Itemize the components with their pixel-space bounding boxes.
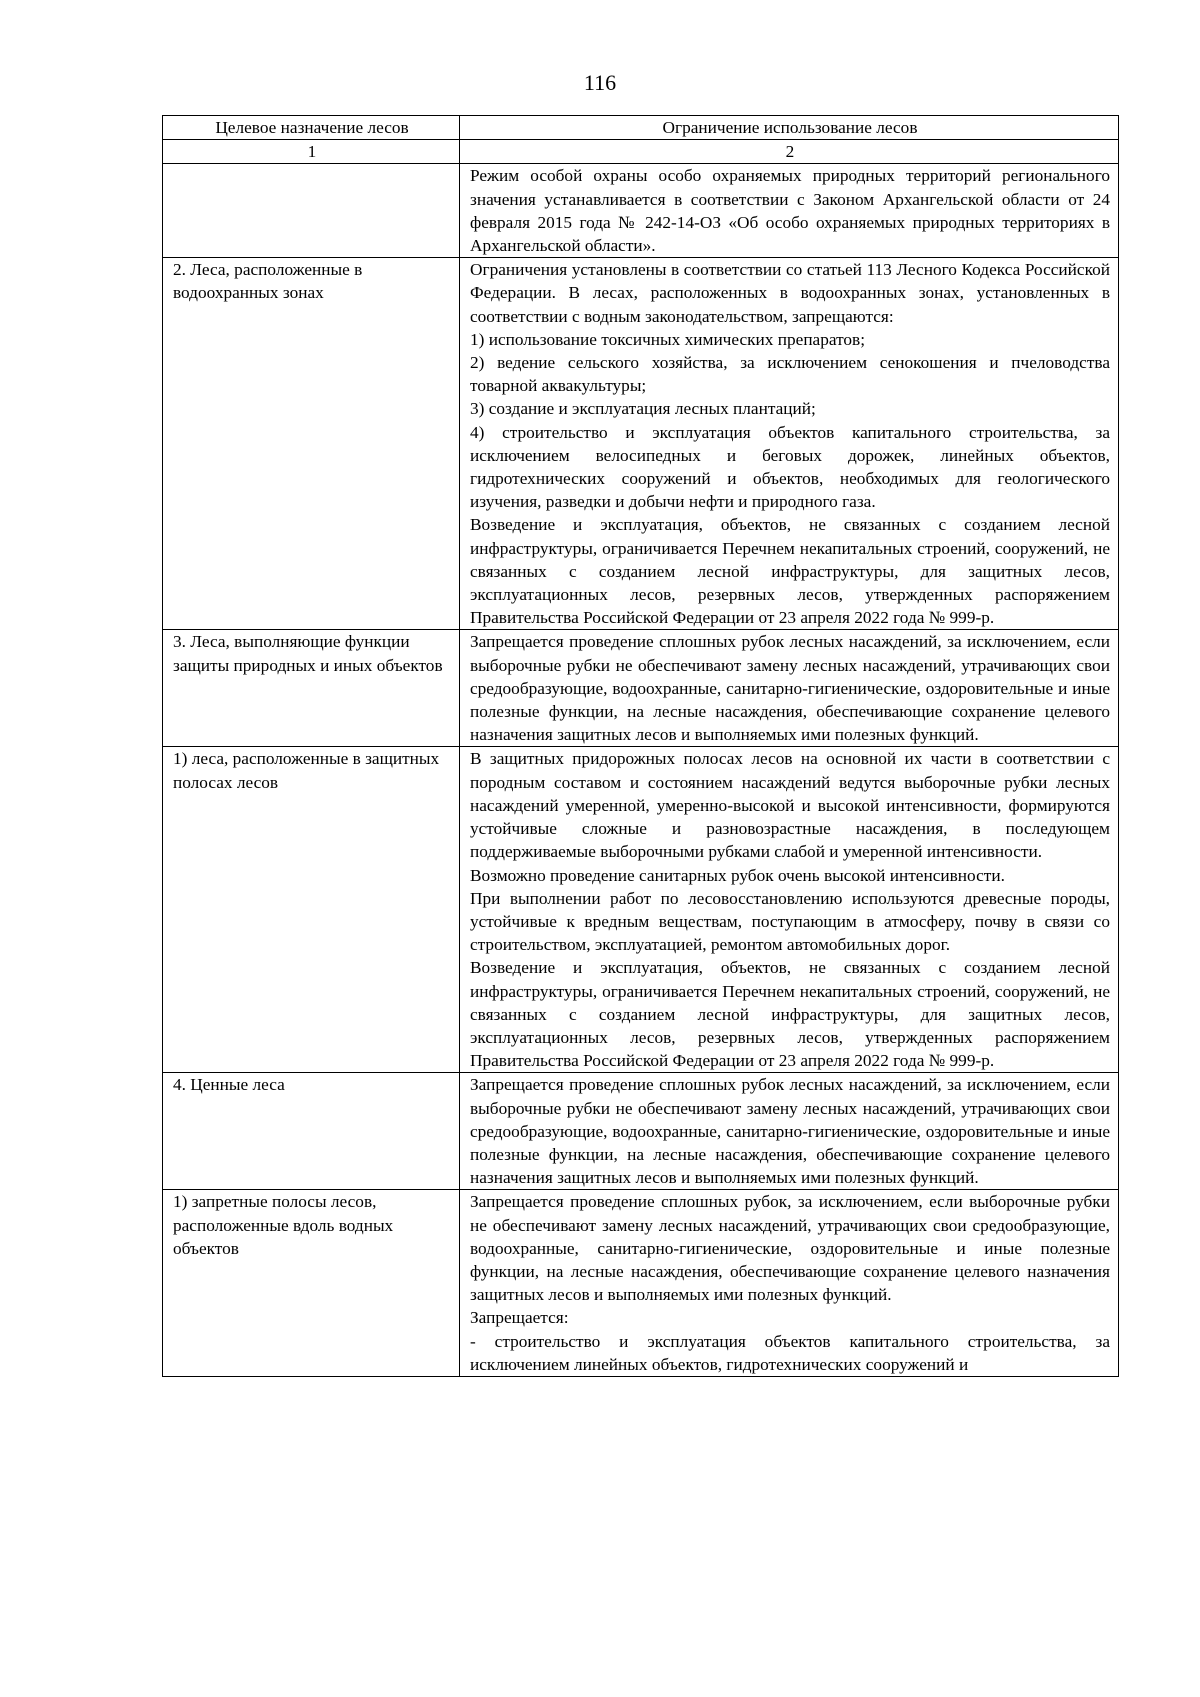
restriction-paragraph: 2) ведение сельского хозяйства, за исключением сенокошения и пчеловодства товарной аквакультуры; [470,353,1110,396]
row-category: 1) леса, расположенные в защитных полосах лесов [163,747,460,1073]
table-row [163,630,1119,747]
restriction-paragraph: В защитных придорожных полосах лесов на основной их части в соответствии с породным составом и состоянием насаждений ведутся выборочные рубки лесных насаждений умеренной, умеренно-высокой и высокой интенсивности, формируются устойчивые сложные и разновозрастные насаждения, в последующем поддерживаемые выборочными рубками слабой и умеренной интенсивности. [470,749,1110,862]
restriction-paragraph: Возведение и эксплуатация, объектов, не связанных с созданием лесной инфраструктуры, ограничивается Перечнем некапитальных строений, сооружений, не связанных с созданием лесной инфраструктуры, для защитных лесов, эксплуатационных лесов, резервных лесов, утвержденных распоряжением Правительства Российской Федерации от 23 апреля 2022 года № 999-р. [470,958,1110,1071]
restriction-paragraph: Режим особой охраны особо охраняемых природных территорий регионального значения устанавливается в соответствии с Законом Архангельской области от 24 февраля 2015 года № 242-14-ОЗ «Об особо охраняемых природных территориях в Архангельской области». [470,166,1110,256]
row-restrictions [460,747,1119,1073]
restriction-paragraph: Возведение и эксплуатация, объектов, не связанных с созданием лесной инфраструктуры, ограничивается Перечнем некапитальных строений, сооружений, не связанных с созданием лесной инфраструктуры, для защитных лесов, эксплуатационных лесов, резервных лесов, утвержденных распоряжением Правительства Российской Федерации от 23 апреля 2022 года № 999-р. [470,515,1110,628]
restriction-paragraph: - строительство и эксплуатация объектов капитального строительства, за исключением линейных объектов, гидротехнических сооружений и [470,1331,1110,1374]
table-row [163,747,1119,1073]
column-number-2: 2 [460,140,1119,164]
restriction-paragraph: 1) использование токсичных химических препаратов; [470,329,866,349]
row-category: 1) запретные полосы лесов, расположенные вдоль водных объектов [163,1190,460,1377]
restriction-paragraph: Запрещается проведение сплошных рубок лесных насаждений, за исключением, если выборочные рубки не обеспечивают замену лесных насаждений, утрачивающих свои средообразующие, водоохранные, санитарно-гигиенические, оздоровительные и иные полезные функции, на лесные насаждения, обеспечивающие сохранение целевого назначения защитных лесов и выполняемых ими полезных функций. [470,632,1110,745]
row-category: 2. Леса, расположенные в водоохранных зонах [163,258,460,630]
restriction-paragraph: Ограничения установлены в соответствии со статьей 113 Лесного Кодекса Российской Федерации. В лесах, расположенных в водоохранных зонах, установленных в соответствии с водным законодательством, запрещаются: [470,260,1110,326]
column-header-purpose: Целевое назначение лесов [163,116,460,140]
restriction-paragraph: 3) создание и эксплуатация лесных плантаций; [470,399,816,419]
restriction-paragraph: Запрещается: [470,1308,569,1328]
row-restrictions [460,164,1119,258]
restriction-paragraph: Запрещается проведение сплошных рубок, за исключением, если выборочные рубки не обеспечивают замену лесных насаждений, утрачивающих свои средообразующие, водоохранные, санитарно-гигиенические, оздоровительные и иные полезные функции, на лесные насаждения, обеспечивающие сохранение целевого назначения защитных лесов и выполняемых ими полезных функций. [470,1192,1110,1305]
forest-restrictions-table [162,115,1119,1377]
table-row [163,258,1119,630]
column-number-1: 1 [163,140,460,164]
row-category: 3. Леса, выполняющие функции защиты природных и иных объектов [163,630,460,747]
row-restrictions [460,1190,1119,1377]
row-category [163,164,460,258]
restriction-paragraph: 4) строительство и эксплуатация объектов капитального строительства, за исключением велосипедных и беговых дорожек, линейных объектов, гидротехнических сооружений и объектов, необходимых для геологического изучения, разведки и добычи нефти и природного газа. [470,422,1110,512]
table-row [163,164,1119,258]
row-restrictions [460,258,1119,630]
table-row [163,1190,1119,1377]
table-row [163,1073,1119,1190]
row-category: 4. Ценные леса [163,1073,460,1190]
restriction-paragraph: При выполнении работ по лесовосстановлению используются древесные породы, устойчивые к вредным веществам, поступающим в атмосферу, почву в связи со строительством, эксплуатацией, ремонтом автомобильных дорог. [470,888,1110,955]
page-number: 116 [583,70,617,95]
row-restrictions [460,1073,1119,1190]
table-header-row [163,116,1119,140]
table-column-numbers-row [163,140,1119,164]
column-header-restrictions: Ограничение использование лесов [460,116,1119,140]
row-restrictions [460,630,1119,747]
restriction-paragraph: Возможно проведение санитарных рубок очень высокой интенсивности. [470,865,1005,885]
restriction-paragraph: Запрещается проведение сплошных рубок лесных насаждений, за исключением, если выборочные рубки не обеспечивают замену лесных насаждений, утрачивающих свои средообразующие, водоохранные, санитарно-гигиенические, оздоровительные и иные полезные функции, на лесные насаждения, обеспечивающие сохранение целевого назначения защитных лесов и выполняемых ими полезных функций. [470,1075,1110,1188]
